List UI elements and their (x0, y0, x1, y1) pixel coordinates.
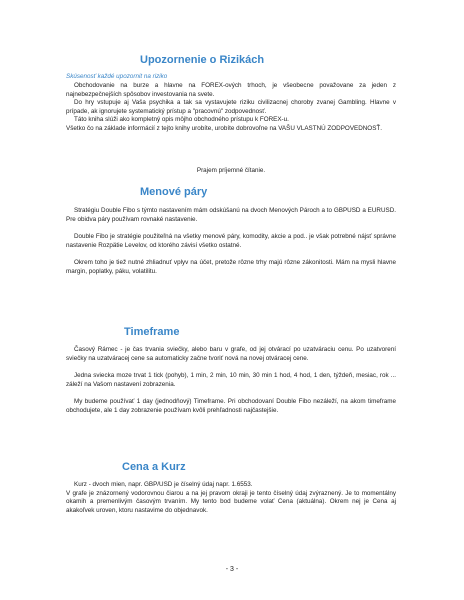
price-paragraphs (66, 481, 396, 515)
section-subtitle: Skúsenosť každé upozornit na riziko (66, 73, 168, 80)
paragraph: V grafe je znázornený vodorovnou čiarou a na jej pravom okraji je tento číselný údaj zvýraznený. Je to momentálny okamih a premenlivým časovým trvaním. My tento bod budeme volať Cena (aktuálna). Okrem nej je Cena aj akakoľvek uroven, ktoru nastavime do objednavok. (66, 489, 396, 514)
closing-line: Prajem príjemné čítanie. (196, 167, 266, 174)
paragraph: Táto kniha slúži ako kompletný opis môjho obchodného prístupu k FOREX-u. (74, 116, 289, 124)
paragraph: Všetko čo na základe informácií z tejto knihy urobíte, urobíte dobrovoľne na VAŠU VLASTNÚ ZODPOVEDNOSŤ. (66, 124, 383, 132)
risk-paragraphs (66, 82, 396, 134)
section-title-risk: Upozornenie o Rizikách (140, 54, 265, 66)
page-number: - 3 - (225, 566, 239, 573)
paragraph: Časový Rámec - je čas trvania sviečky, alebo baru v grafe, od jej otvárací po uzatváraciu cenu. Po uzatvorení sviečky na uzatváracej cene sa automaticky začne tvoriť nová na novej otváracej cene. (66, 346, 396, 362)
section-title-price: Cena a Kurz (122, 461, 186, 473)
pairs-paragraphs (66, 207, 396, 277)
timeframe-paragraphs (66, 346, 396, 416)
paragraph: Jedna sviecka moze trvat 1 tick (pohyb), 1 min, 2 min, 10 min, 30 min 1 hod, 4 hod, 1 den, týždeň, mesiac, rok ... záleží na Vašom nastavení zobrazenia. (66, 372, 396, 388)
paragraph: Kurz - dvoch mien, napr. GBP/USD je číselný údaj napr. 1.6553. (74, 481, 253, 488)
paragraph: My budeme používať 1 day (jednodňový) Timeframe. Pri obchodovaní Double Fibo nezáleží, na akom timeframe obchodujete, ale 1 day zobrazenie používam kvôli prehľadnosti najčastejšie. (66, 398, 396, 414)
paragraph: Stratégiu Double Fibo s týmto nastavením mám odskúšanú na dvoch Menových Pároch a to GBPUSD a EURUSD. Pre obidva páry používam rovnaké nastavenie. (66, 207, 396, 223)
paragraph: Do hry vstupuje aj Vaša psychika a tak sa vystavujete riziku civilizacnej choroby zvanej Gambling. Hlavne v prípade, ak ignorujete systematický prístup a "pracovnú" zodpovednosť. (66, 99, 396, 115)
paragraph: Obchodovanie na burze a hlavne na FOREX-ových trhoch, je všeobecne považovane za jeden z najnebezpečnejších spôsobov investovania na svete. (66, 82, 396, 98)
paragraph: Double Fibo je stratégie použiteľná na všetky menové páry, komodity, akcie a pod.. je však potrebné nájsť správne nastavenie Rozpätie Levelov, od ktorého závisí všetko ostatné. (66, 233, 396, 249)
section-title-pairs: Menové páry (140, 186, 208, 198)
paragraph: Okrem toho je tiež nutné zhliadnuť vplyv na účet, pretože rôzne trhy majú rôzne zákonitosti. Mám na mysli hlavne margin, poplatky, páku, volatilitu. (66, 259, 396, 275)
section-title-timeframe: Timeframe (124, 326, 180, 338)
